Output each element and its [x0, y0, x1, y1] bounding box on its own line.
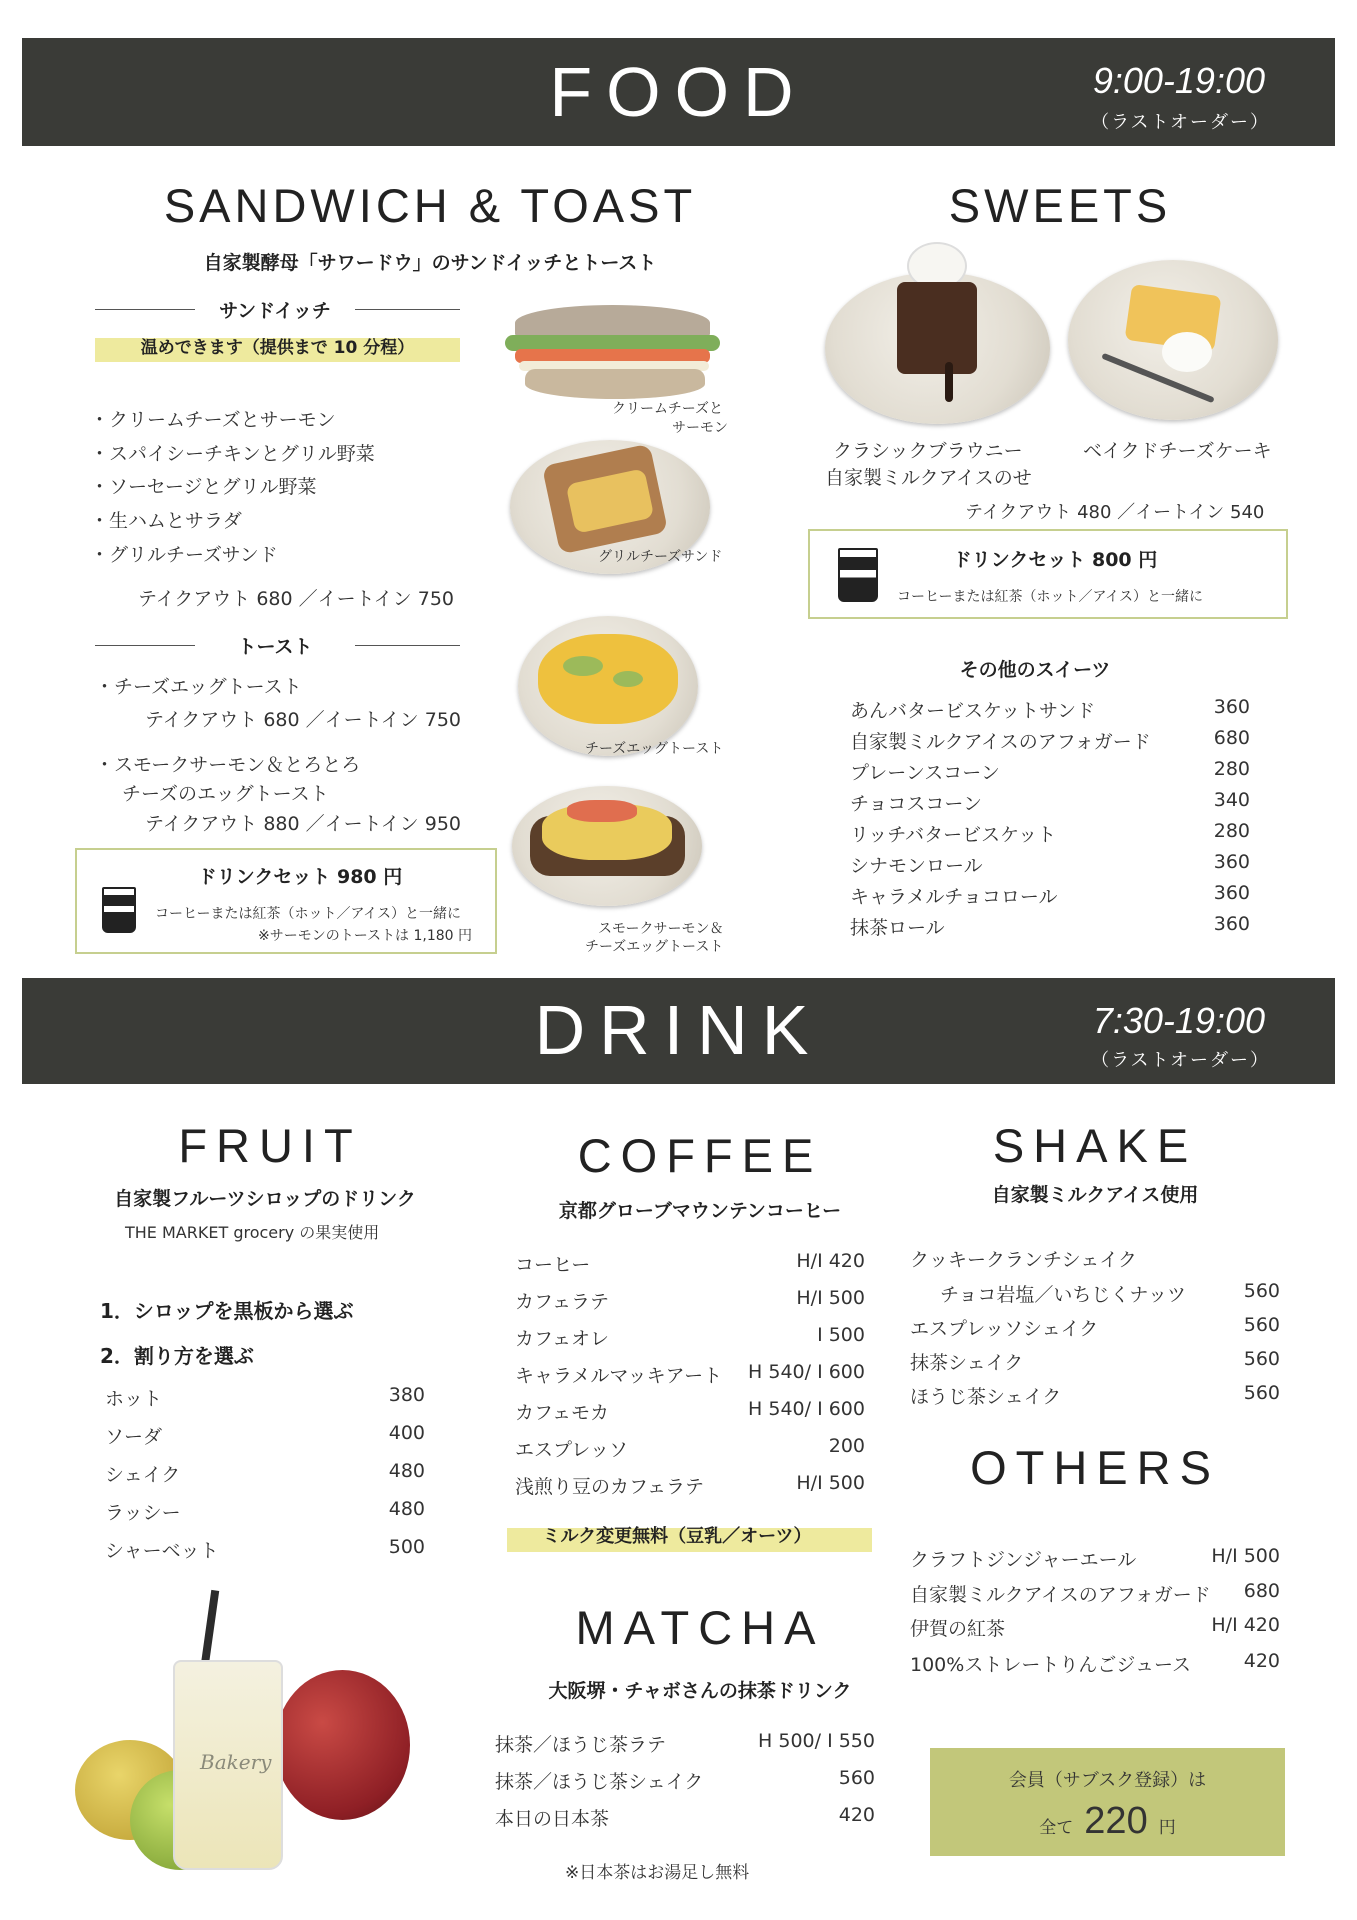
sweets-drink-set-title: ドリンクセット 800 円: [952, 549, 1158, 571]
item-price: 680: [1243, 1580, 1280, 1602]
coffee-cup-icon: [102, 887, 136, 933]
item-name: エスプレッソシェイク: [910, 1318, 1099, 1340]
photo-caption: グリルチーズサンド: [598, 549, 723, 565]
other-sweet-row: [850, 820, 1250, 847]
brownie-name: 自家製ミルクアイスのせ: [825, 467, 1032, 489]
item-name: チョコスコーン: [850, 793, 983, 815]
drink-hours: 7:30-19:00: [1092, 1000, 1265, 1041]
item-price: H 500/ I 550: [758, 1730, 875, 1752]
cream-cheese-salmon-sandwich-image: [505, 305, 720, 405]
item-name: ホット: [105, 1388, 163, 1410]
drink-title: DRINK: [534, 991, 823, 1069]
toast-item: ・スモークサーモン＆とろとろ: [95, 754, 361, 776]
toast-price: テイクアウト 880 ／イートイン 950: [145, 813, 461, 835]
drink-last-order: （ラストオーダー）: [1091, 1050, 1270, 1071]
item-name: シャーベット: [105, 1540, 219, 1562]
coffee-row: [515, 1250, 865, 1277]
divider: [95, 309, 195, 310]
sandwich-price: テイクアウト 680 ／イートイン 750: [138, 588, 454, 610]
fruit-step-2: 2．割り方を選ぶ: [100, 1344, 254, 1368]
cheese-egg-toast-image: [518, 616, 698, 756]
shake-row: [940, 1280, 1280, 1307]
item-name: 抹茶／ほうじ茶シェイク: [495, 1771, 704, 1793]
item-price: 560: [1243, 1280, 1280, 1302]
item-price: 560: [1243, 1382, 1280, 1404]
others-row: [910, 1614, 1280, 1641]
item-name: チョコ岩塩／いちじくナッツ: [940, 1284, 1187, 1306]
others-row: [910, 1580, 1280, 1607]
other-sweet-row: [850, 727, 1250, 754]
fruit-row: [105, 1384, 425, 1411]
food-hours: 9:00-19:00: [1092, 60, 1265, 101]
item-name: カフェオレ: [515, 1328, 610, 1350]
item-price: H/I 420: [1211, 1614, 1280, 1636]
member-amount: 220: [1084, 1800, 1148, 1842]
item-price: H 540/ I 600: [748, 1398, 865, 1420]
item-name: カフェラテ: [515, 1291, 610, 1313]
sandwich-item: ・クリームチーズとサーモン: [90, 409, 336, 431]
item-price: 420: [1243, 1650, 1280, 1672]
sandwich-toast-title: SANDWICH & TOAST: [163, 179, 697, 232]
fruit-drink-image: [75, 1590, 445, 1890]
item-name: クラフトジンジャーエール: [910, 1549, 1137, 1571]
item-price: 500: [388, 1536, 425, 1558]
item-price: H/I 500: [796, 1287, 865, 1309]
fruit-row: [105, 1422, 425, 1449]
coffee-row: [515, 1361, 865, 1388]
sweets-title: SWEETS: [948, 179, 1172, 232]
item-name: 本日の日本茶: [495, 1808, 610, 1830]
coffee-row: [515, 1398, 865, 1425]
item-name: 抹茶ロール: [850, 917, 945, 939]
coffee-row: [515, 1472, 865, 1499]
coffee-row: [515, 1287, 865, 1314]
item-name: コーヒー: [515, 1254, 591, 1276]
others-row: [910, 1650, 1280, 1677]
item-name: カフェモカ: [515, 1402, 610, 1424]
matcha-note: ※日本茶はお湯足し無料: [565, 1863, 750, 1883]
sandwich-heading: サンドイッチ: [219, 300, 331, 322]
item-name: 自家製ミルクアイスのアフォガード: [850, 731, 1151, 753]
item-price: 560: [1243, 1314, 1280, 1336]
cheesecake-name: ベイクドチーズケーキ: [1083, 440, 1272, 462]
photo-caption: サーモン: [672, 420, 728, 436]
coffee-row: [515, 1324, 865, 1351]
item-name: 浅煎り豆のカフェラテ: [515, 1476, 705, 1498]
fruit-step-1: 1．シロップを黒板から選ぶ: [100, 1299, 354, 1323]
cheesecake-image: [1068, 260, 1278, 420]
fruit-title: FRUIT: [178, 1119, 362, 1172]
shake-subtitle: 自家製ミルクアイス使用: [991, 1184, 1199, 1206]
shake-title: SHAKE: [992, 1119, 1198, 1172]
item-name: ソーダ: [105, 1426, 163, 1448]
item-name: シナモンロール: [850, 855, 983, 877]
item-price: H 540/ I 600: [748, 1361, 865, 1383]
item-price: 340: [1213, 789, 1250, 811]
brownie-name: クラシックブラウニー: [833, 440, 1023, 462]
item-price: 480: [388, 1460, 425, 1482]
warm-note: 温めできます（提供まで 10 分程）: [140, 338, 415, 358]
item-price: 360: [1213, 851, 1250, 873]
item-price: I 500: [817, 1324, 865, 1346]
member-price-box: [930, 1748, 1285, 1856]
item-price: 560: [1243, 1348, 1280, 1370]
brownie-image: [825, 272, 1050, 424]
item-name: 自家製ミルクアイスのアフォガード: [910, 1584, 1211, 1606]
toast-heading: トースト: [237, 636, 313, 658]
sweets-drink-set-desc: コーヒーまたは紅茶（ホット／アイス）と一緒に: [897, 589, 1204, 605]
item-name: 伊賀の紅茶: [910, 1618, 1006, 1640]
sandwich-toast-subtitle: 自家製酵母「サワードウ」のサンドイッチとトースト: [203, 252, 657, 274]
item-name: ほうじ茶シェイク: [910, 1386, 1062, 1408]
fruit-row: [105, 1460, 425, 1487]
divider: [95, 645, 195, 646]
food-header-bar: [22, 38, 1335, 146]
smoked-salmon-egg-toast-image: [512, 786, 702, 906]
drink-set-title: ドリンクセット 980 円: [197, 866, 403, 888]
milk-note: ミルク変更無料（豆乳／オーツ）: [542, 1526, 812, 1547]
item-price: 400: [388, 1422, 425, 1444]
cup-logo: Bakery: [200, 1750, 272, 1774]
food-title: FOOD: [549, 53, 808, 131]
fruit-subtitle: 自家製フルーツシロップのドリンク: [114, 1188, 416, 1210]
item-name: 抹茶シェイク: [910, 1352, 1024, 1374]
fruit-row: [105, 1498, 425, 1525]
item-name: ラッシー: [105, 1502, 181, 1524]
photo-caption: チーズエッグトースト: [585, 741, 724, 757]
matcha-row: [495, 1767, 875, 1794]
item-name: 100%ストレートりんごジュース: [910, 1654, 1191, 1676]
divider: [355, 645, 460, 646]
item-price: 360: [1213, 882, 1250, 904]
shake-item: クッキークランチシェイク: [910, 1249, 1137, 1271]
other-sweet-row: [850, 913, 1250, 940]
item-price: 360: [1213, 913, 1250, 935]
item-name: シェイク: [105, 1464, 181, 1486]
member-prefix: 全て: [1039, 1818, 1074, 1838]
item-price: 200: [828, 1435, 865, 1457]
other-sweets-heading: その他のスイーツ: [959, 659, 1111, 681]
fruit-note: THE MARKET grocery の果実使用: [125, 1223, 380, 1242]
item-price: 420: [838, 1804, 875, 1826]
item-name: キャラメルチョコロール: [850, 886, 1058, 908]
item-price: H/I 500: [796, 1472, 865, 1494]
item-price: 560: [838, 1767, 875, 1789]
sandwich-item: ・グリルチーズサンド: [90, 544, 278, 566]
item-price: H/I 500: [1211, 1545, 1280, 1567]
sandwich-item: ・ソーセージとグリル野菜: [90, 476, 317, 498]
other-sweet-row: [850, 851, 1250, 878]
other-sweet-row: [850, 789, 1250, 816]
item-price: 360: [1213, 696, 1250, 718]
matcha-subtitle: 大阪堺・チャボさんの抹茶ドリンク: [548, 1680, 852, 1702]
item-price: H/I 420: [796, 1250, 865, 1272]
item-name: あんバタービスケットサンド: [850, 700, 1096, 722]
sweets-price: テイクアウト 480 ／イートイン 540: [965, 502, 1265, 523]
photo-caption: スモークサーモン＆: [598, 921, 724, 937]
member-line1: 会員（サブスク登録）は: [1008, 1770, 1207, 1791]
coffee-row: [515, 1435, 865, 1462]
others-title: OTHERS: [970, 1441, 1220, 1494]
fruit-row: [105, 1536, 425, 1563]
item-price: 380: [388, 1384, 425, 1406]
matcha-row: [495, 1804, 875, 1831]
shake-row: [910, 1348, 1280, 1375]
shake-row: [910, 1314, 1280, 1341]
item-name: キャラメルマッキアート: [515, 1365, 723, 1387]
toast-item: チーズのエッグトースト: [122, 783, 329, 805]
matcha-title: MATCHA: [575, 1601, 825, 1654]
coffee-title: COFFEE: [577, 1129, 823, 1182]
toast-price: テイクアウト 680 ／イートイン 750: [145, 709, 461, 731]
item-price: 480: [388, 1498, 425, 1520]
sandwich-item: ・生ハムとサラダ: [90, 510, 242, 532]
drink-set-desc: コーヒーまたは紅茶（ホット／アイス）と一緒に: [155, 906, 462, 922]
coffee-cup-icon: [838, 548, 878, 602]
photo-caption: クリームチーズと: [612, 401, 724, 417]
coffee-subtitle: 京都グローブマウンテンコーヒー: [558, 1200, 842, 1222]
drink-header-bar: [22, 978, 1335, 1084]
sandwich-item: ・スパイシーチキンとグリル野菜: [90, 443, 375, 465]
member-price-line: [930, 1800, 1285, 1843]
other-sweet-row: [850, 758, 1250, 785]
matcha-row: [495, 1730, 875, 1757]
item-name: エスプレッソ: [515, 1439, 629, 1461]
other-sweet-row: [850, 696, 1250, 723]
item-name: プレーンスコーン: [850, 762, 1000, 784]
item-price: 280: [1213, 820, 1250, 842]
drink-set-note: ※サーモンのトーストは 1,180 円: [258, 928, 473, 944]
other-sweet-row: [850, 882, 1250, 909]
food-last-order: （ラストオーダー）: [1091, 112, 1270, 133]
item-name: リッチバタービスケット: [850, 824, 1057, 846]
divider: [355, 309, 460, 310]
photo-caption: チーズエッグトースト: [585, 939, 724, 955]
toast-item: ・チーズエッグトースト: [95, 676, 302, 698]
item-name: 抹茶／ほうじ茶ラテ: [495, 1734, 667, 1756]
item-price: 680: [1213, 727, 1250, 749]
item-price: 280: [1213, 758, 1250, 780]
member-suffix: 円: [1158, 1818, 1176, 1838]
shake-row: [910, 1382, 1280, 1409]
others-row: [910, 1545, 1280, 1572]
